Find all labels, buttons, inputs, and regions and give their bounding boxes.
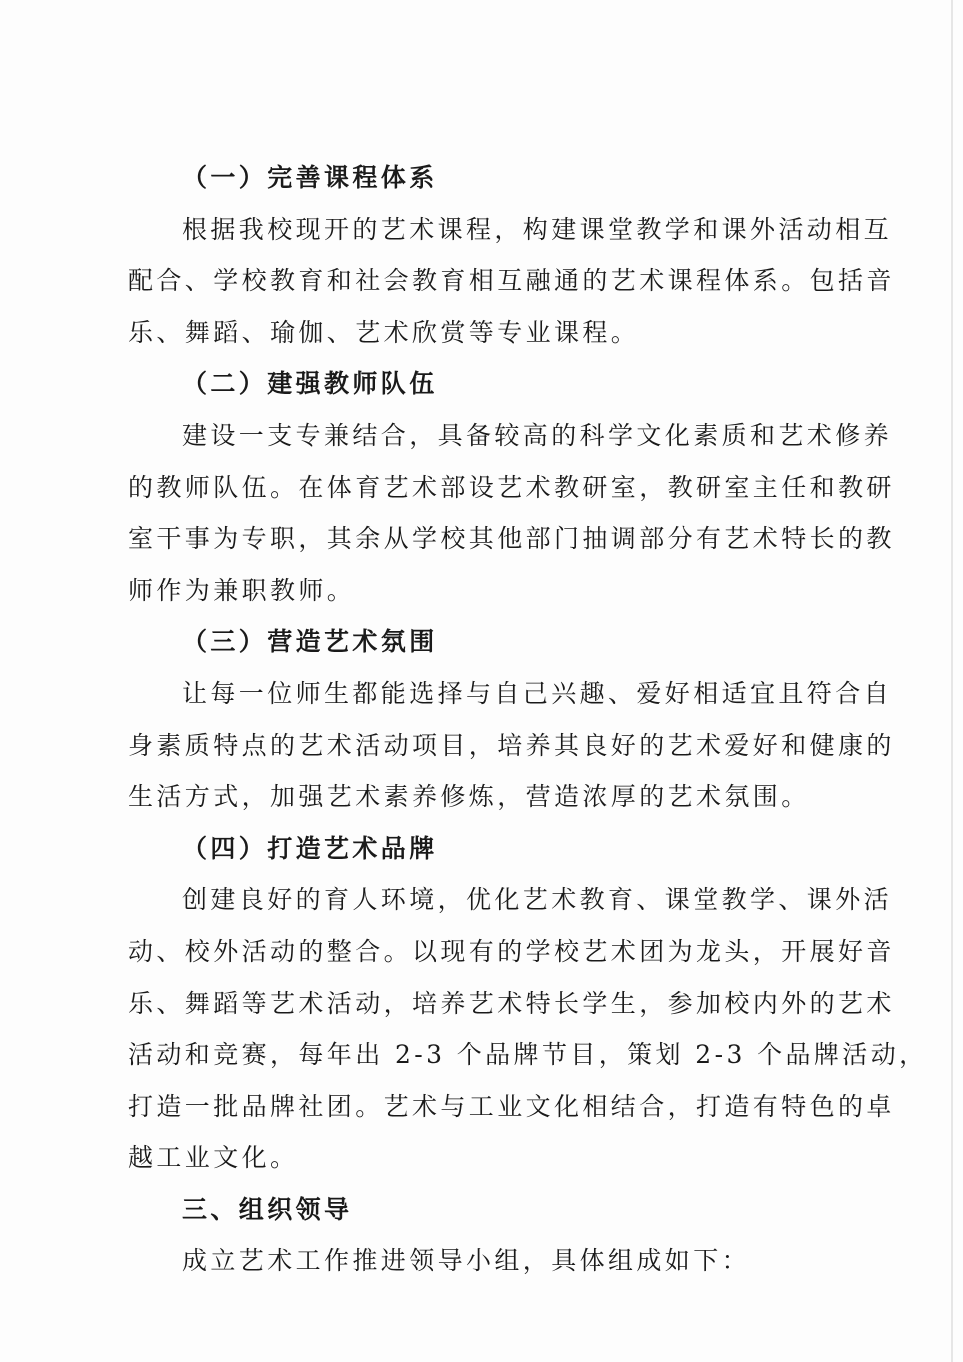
paragraph-line: 师作为兼职教师。: [128, 575, 356, 605]
paragraph-line: 让每一位师生都能选择与自己兴趣、爱好相适宜且符合自: [182, 678, 893, 708]
section-heading: （三）营造艺术氛围: [182, 627, 438, 657]
section-heading: （二）建强教师队伍: [182, 369, 438, 399]
paragraph-line: 配合、学校教育和社会教育相互融通的艺术课程体系。包括音: [128, 266, 895, 296]
paragraph-line: 生活方式，加强艺术素养修炼，营造浓厚的艺术氛围。: [128, 782, 810, 812]
paragraph-line: 越工业文化。: [128, 1143, 299, 1173]
paragraph-line: 的教师队伍。在体育艺术部设艺术教研室，教研室主任和教研: [128, 472, 895, 502]
paragraph-line: 乐、舞蹈等艺术活动，培养艺术特长学生，参加校内外的艺术: [128, 988, 895, 1018]
document-body: [128, 152, 928, 1287]
section-heading: （四）打造艺术品牌: [182, 833, 438, 863]
scan-edge-divider: [951, 0, 953, 1362]
paragraph-line: 打造一批品牌社团。艺术与工业文化相结合，打造有特色的卓: [128, 1091, 895, 1121]
paragraph-line: 活动和竞赛，每年出 2-3 个品牌节目，策划 2-3 个品牌活动，: [128, 1040, 928, 1070]
section-heading: （一）完善课程体系: [182, 163, 438, 192]
paragraph-line: 建设一支专兼结合，具备较高的科学文化素质和艺术修养: [182, 420, 893, 450]
paragraph-line: 创建良好的育人环境，优化艺术教育、课堂教学、课外活: [182, 885, 893, 915]
paragraph-line: 乐、舞蹈、瑜伽、艺术欣赏等专业课程。: [128, 317, 640, 347]
paragraph-line: 室干事为专职，其余从学校其他部门抽调部分有艺术特长的教: [128, 524, 895, 554]
paragraph-line: 身素质特点的艺术活动项目，培养其良好的艺术爱好和健康的: [128, 730, 895, 760]
paragraph-line: 成立艺术工作推进领导小组，具体组成如下：: [182, 1246, 751, 1276]
section-heading: 三、组织领导: [182, 1194, 353, 1224]
paragraph-line: 动、校外活动的整合。以现有的学校艺术团为龙头，开展好音: [128, 936, 895, 966]
paragraph-line: 根据我校现开的艺术课程，构建课堂教学和课外活动相互: [182, 214, 893, 244]
